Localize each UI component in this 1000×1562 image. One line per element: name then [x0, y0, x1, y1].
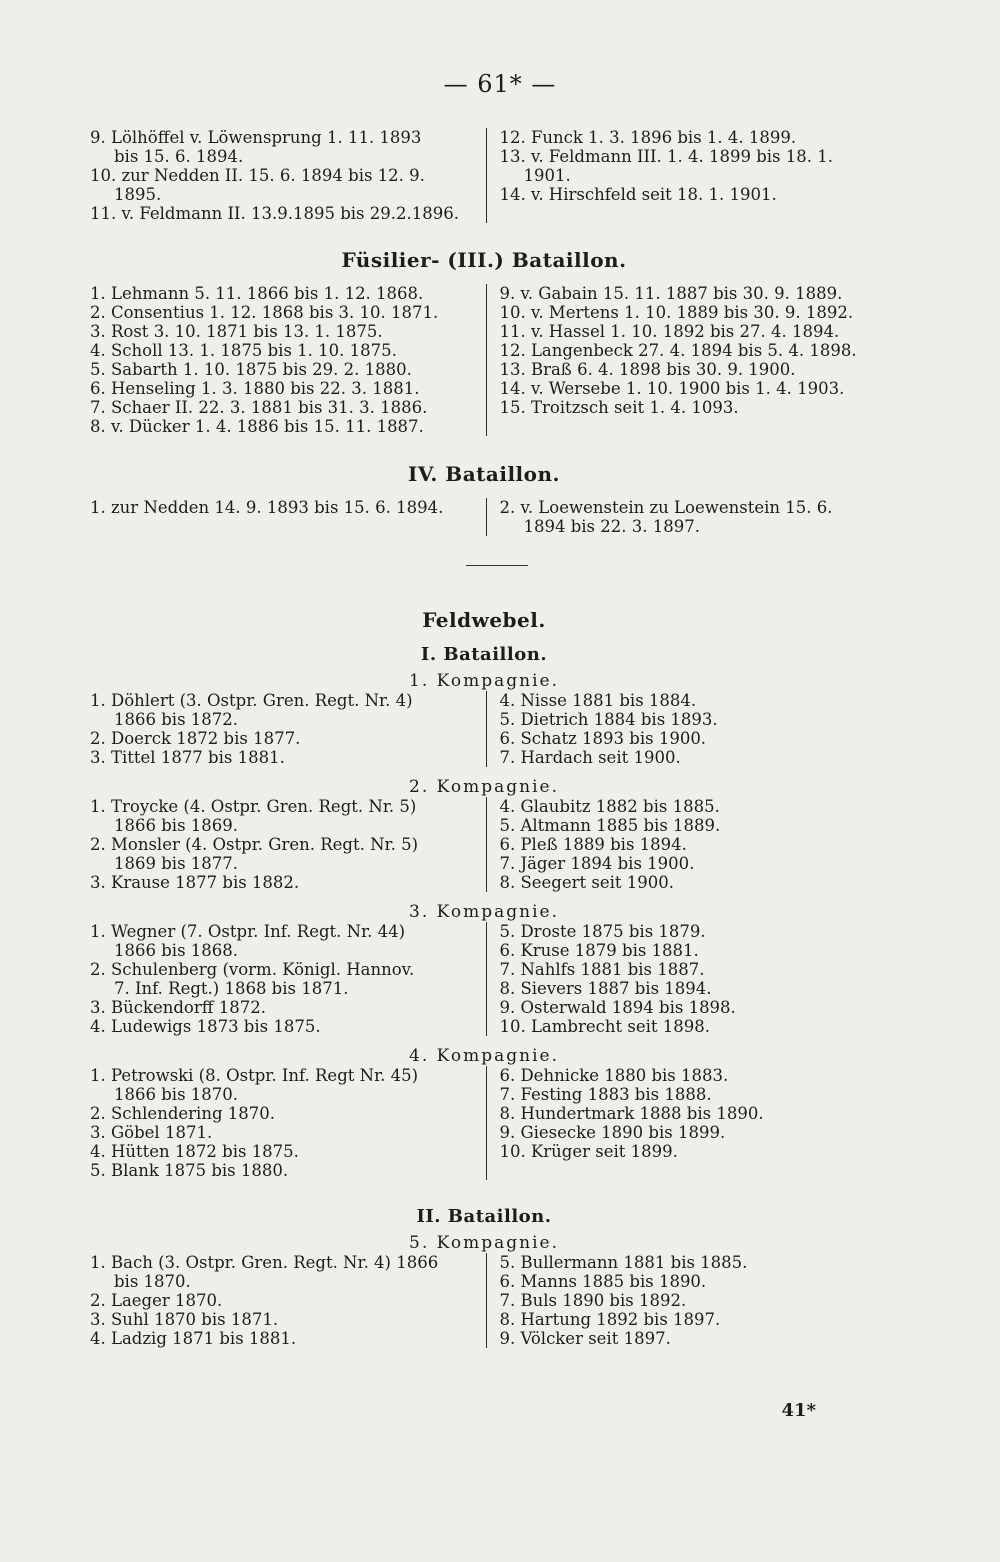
- left-column: [84, 1066, 486, 1180]
- list-item: 6. Manns 1885 bis 1890.: [499, 1272, 707, 1291]
- list-item: 1. Döhlert (3. Ostpr. Gren. Regt. Nr. 4) 1866 bis 1872.: [90, 691, 413, 729]
- list-item: 2. Schulenberg (vorm. Königl. Hannov. 7. Inf. Regt.) 1868 bis 1871.: [90, 960, 415, 998]
- list-item: 6. Henseling 1. 3. 1880 bis 22. 3. 1881.: [90, 379, 420, 398]
- list-item: 4. Glaubitz 1882 bis 1885.: [499, 797, 720, 816]
- left-column: [84, 691, 486, 767]
- list-item: 1. Wegner (7. Ostpr. Inf. Regt. Nr. 44) 1866 bis 1868.: [90, 922, 406, 960]
- list-item: 11. v. Feldmann II. 13.9.1895 bis 29.2.1896.: [90, 204, 459, 223]
- right-column: [486, 922, 884, 1036]
- list-item: 8. v. Dücker 1. 4. 1886 bis 15. 11. 1887.: [90, 417, 424, 436]
- list-item: 9. Osterwald 1894 bis 1898.: [499, 998, 736, 1017]
- list-item: 3. Tittel 1877 bis 1881.: [90, 748, 285, 767]
- list-item: 5. Bullermann 1881 bis 1885.: [499, 1253, 748, 1272]
- section-feldwebel: [84, 608, 884, 1348]
- list-item: 7. Nahlfs 1881 bis 1887.: [499, 960, 705, 979]
- list-item: 5. Blank 1875 bis 1880.: [90, 1161, 289, 1180]
- list-item: 13. Braß 6. 4. 1898 bis 30. 9. 1900.: [499, 360, 796, 379]
- list-item: 3. Bückendorff 1872.: [90, 998, 266, 1017]
- right-column: [486, 691, 884, 767]
- signature-mark: 41*: [781, 1400, 816, 1421]
- list-item: 10. Lambrecht seit 1898.: [499, 1017, 710, 1036]
- left-column: [84, 498, 486, 536]
- company-heading: 4. Kompagnie.: [409, 1046, 559, 1066]
- list-item: 4. Scholl 13. 1. 1875 bis 1. 10. 1875.: [90, 341, 397, 360]
- section-heading: Feldwebel.: [422, 608, 546, 632]
- list-item: 2. Consentius 1. 12. 1868 bis 3. 10. 1871.: [90, 303, 439, 322]
- section-heading: Füsilier- (III.) Bataillon.: [341, 248, 627, 272]
- right-column: [486, 1066, 884, 1180]
- list-item: 1. Troycke (4. Ostpr. Gren. Regt. Nr. 5) 1866 bis 1869.: [90, 797, 417, 835]
- list-item: 2. v. Loewenstein zu Loewenstein 15. 6. 1894 bis 22. 3. 1897.: [499, 498, 833, 536]
- list-item: 15. Troitzsch seit 1. 4. 1093.: [499, 398, 739, 417]
- list-item: 14. v. Wersebe 1. 10. 1900 bis 1. 4. 1903.: [499, 379, 845, 398]
- left-column: [84, 797, 486, 892]
- list-item: 5. Sabarth 1. 10. 1875 bis 29. 2. 1880.: [90, 360, 412, 379]
- list-item: 7. Festing 1883 bis 1888.: [499, 1085, 712, 1104]
- list-item: 1. Bach (3. Ostpr. Gren. Regt. Nr. 4) 1866 bis 1870.: [90, 1253, 439, 1291]
- list-item: 11. v. Hassel 1. 10. 1892 bis 27. 4. 1894.: [499, 322, 840, 341]
- list-item: 8. Hartung 1892 bis 1897.: [499, 1310, 721, 1329]
- list-item: 12. Langenbeck 27. 4. 1894 bis 5. 4. 1898.: [499, 341, 857, 360]
- list-item: 8. Sievers 1887 bis 1894.: [499, 979, 712, 998]
- section-iv-bataillon: [84, 462, 884, 536]
- list-item: 9. Giesecke 1890 bis 1899.: [499, 1123, 726, 1142]
- company-heading: 3. Kompagnie.: [409, 902, 559, 922]
- company-heading: 1. Kompagnie.: [409, 671, 559, 691]
- list-item: 10. zur Nedden II. 15. 6. 1894 bis 12. 9. 1895.: [90, 166, 425, 204]
- list-item: 4. Ludewigs 1873 bis 1875.: [90, 1017, 321, 1036]
- list-item: 1. Petrowski (8. Ostpr. Inf. Regt Nr. 45) 1866 bis 1870.: [90, 1066, 419, 1104]
- page-number: — 61* —: [443, 70, 557, 98]
- list-item: 3. Göbel 1871.: [90, 1123, 213, 1142]
- list-item: 7. Hardach seit 1900.: [499, 748, 681, 767]
- list-item: 6. Kruse 1879 bis 1881.: [499, 941, 699, 960]
- list-item: 8. Hundertmark 1888 bis 1890.: [499, 1104, 764, 1123]
- company-heading: 2. Kompagnie.: [409, 777, 559, 797]
- subsection-heading: I. Bataillon.: [420, 644, 548, 665]
- list-item: 3. Rost 3. 10. 1871 bis 13. 1. 1875.: [90, 322, 383, 341]
- list-item: 2. Doerck 1872 bis 1877.: [90, 729, 301, 748]
- list-item: 13. v. Feldmann III. 1. 4. 1899 bis 18. 1. 1901.: [499, 147, 833, 185]
- list-item: 6. Schatz 1893 bis 1900.: [499, 729, 707, 748]
- section-continuation: [84, 128, 884, 223]
- list-item: 2. Monsler (4. Ostpr. Gren. Regt. Nr. 5) 1869 bis 1877.: [90, 835, 419, 873]
- left-column: [84, 284, 486, 436]
- right-column: [486, 1253, 884, 1348]
- subsection-heading: II. Bataillon.: [416, 1206, 552, 1227]
- list-item: 8. Seegert seit 1900.: [499, 873, 674, 892]
- list-item: 7. Jäger 1894 bis 1900.: [499, 854, 695, 873]
- list-item: 7. Buls 1890 bis 1892.: [499, 1291, 687, 1310]
- list-item: 1. zur Nedden 14. 9. 1893 bis 15. 6. 1894.: [90, 498, 444, 517]
- list-item: 9. Völcker seit 1897.: [499, 1329, 671, 1348]
- list-item: 10. v. Mertens 1. 10. 1889 bis 30. 9. 1892.: [499, 303, 854, 322]
- section-heading: IV. Bataillon.: [408, 462, 560, 486]
- list-item: 7. Schaer II. 22. 3. 1881 bis 31. 3. 1886.: [90, 398, 428, 417]
- list-item: 6. Pleß 1889 bis 1894.: [499, 835, 687, 854]
- company-heading: 5. Kompagnie.: [409, 1233, 559, 1253]
- divider: [466, 565, 528, 566]
- list-item: 5. Dietrich 1884 bis 1893.: [499, 710, 718, 729]
- list-item: 14. v. Hirschfeld seit 18. 1. 1901.: [499, 185, 777, 204]
- list-item: 3. Krause 1877 bis 1882.: [90, 873, 300, 892]
- right-column: [486, 797, 884, 892]
- left-column: [84, 922, 486, 1036]
- list-item: 4. Ladzig 1871 bis 1881.: [90, 1329, 297, 1348]
- list-item: 10. Krüger seit 1899.: [499, 1142, 678, 1161]
- list-item: 4. Nisse 1881 bis 1884.: [499, 691, 697, 710]
- right-column: [486, 128, 884, 223]
- list-item: 5. Droste 1875 bis 1879.: [499, 922, 706, 941]
- section-fusilier: [84, 248, 884, 436]
- list-item: 2. Laeger 1870.: [90, 1291, 223, 1310]
- list-item: 6. Dehnicke 1880 bis 1883.: [499, 1066, 729, 1085]
- left-column: [84, 128, 486, 223]
- right-column: [486, 498, 884, 536]
- list-item: 3. Suhl 1870 bis 1871.: [90, 1310, 279, 1329]
- list-item: 4. Hütten 1872 bis 1875.: [90, 1142, 299, 1161]
- list-item: 9. v. Gabain 15. 11. 1887 bis 30. 9. 1889.: [499, 284, 843, 303]
- list-item: 12. Funck 1. 3. 1896 bis 1. 4. 1899.: [499, 128, 797, 147]
- list-item: 5. Altmann 1885 bis 1889.: [499, 816, 721, 835]
- list-item: 2. Schlendering 1870.: [90, 1104, 275, 1123]
- list-item: 1. Lehmann 5. 11. 1866 bis 1. 12. 1868.: [90, 284, 424, 303]
- list-item: 9. Lölhöffel v. Löwensprung 1. 11. 1893 bis 15. 6. 1894.: [90, 128, 422, 166]
- right-column: [486, 284, 884, 436]
- left-column: [84, 1253, 486, 1348]
